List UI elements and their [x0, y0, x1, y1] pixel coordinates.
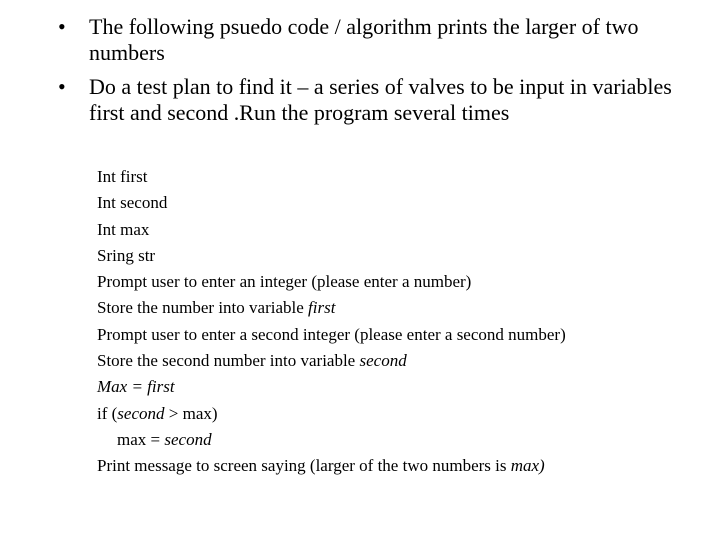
code-line: Int max — [97, 219, 150, 239]
code-variable: second — [164, 429, 212, 449]
code-line: Sring str — [97, 245, 156, 265]
code-text: max = — [117, 429, 165, 449]
code-text: Print message to screen saying (larger of the two numbers is — [97, 456, 511, 476]
bullet-marker: • — [58, 14, 66, 39]
bullet-list — [58, 14, 698, 134]
code-line: Prompt user to enter a second integer (please enter a second number) — [97, 324, 566, 344]
code-line — [97, 401, 697, 427]
bullet-marker: • — [58, 74, 66, 99]
code-variable: second — [117, 403, 165, 423]
code-line: Int second — [97, 193, 168, 213]
bullet-item-2 — [58, 74, 698, 126]
code-line — [97, 295, 697, 321]
code-variable: second — [359, 351, 407, 371]
code-variable: max) — [510, 456, 545, 476]
bullet-item-1 — [58, 14, 698, 66]
code-line: Prompt user to enter an integer (please enter a number) — [97, 272, 472, 292]
code-text: > max) — [164, 403, 218, 423]
code-line: Max = first — [97, 377, 175, 397]
code-line — [97, 453, 697, 479]
code-text: Store the second number into variable — [97, 351, 360, 371]
code-line: Int first — [97, 167, 148, 186]
code-text: if ( — [97, 403, 118, 423]
bullet-text: The following psuedo code / algorithm prints the larger of two numbers — [89, 14, 639, 65]
code-line — [97, 348, 697, 374]
code-line — [97, 427, 697, 453]
code-variable: first — [308, 298, 336, 318]
bullet-text: Do a test plan to find it – a series of valves to be input in variables first and second .Run the program several times — [89, 74, 672, 125]
code-text: Store the number into variable — [97, 298, 309, 318]
pseudo-code-block — [97, 164, 697, 480]
